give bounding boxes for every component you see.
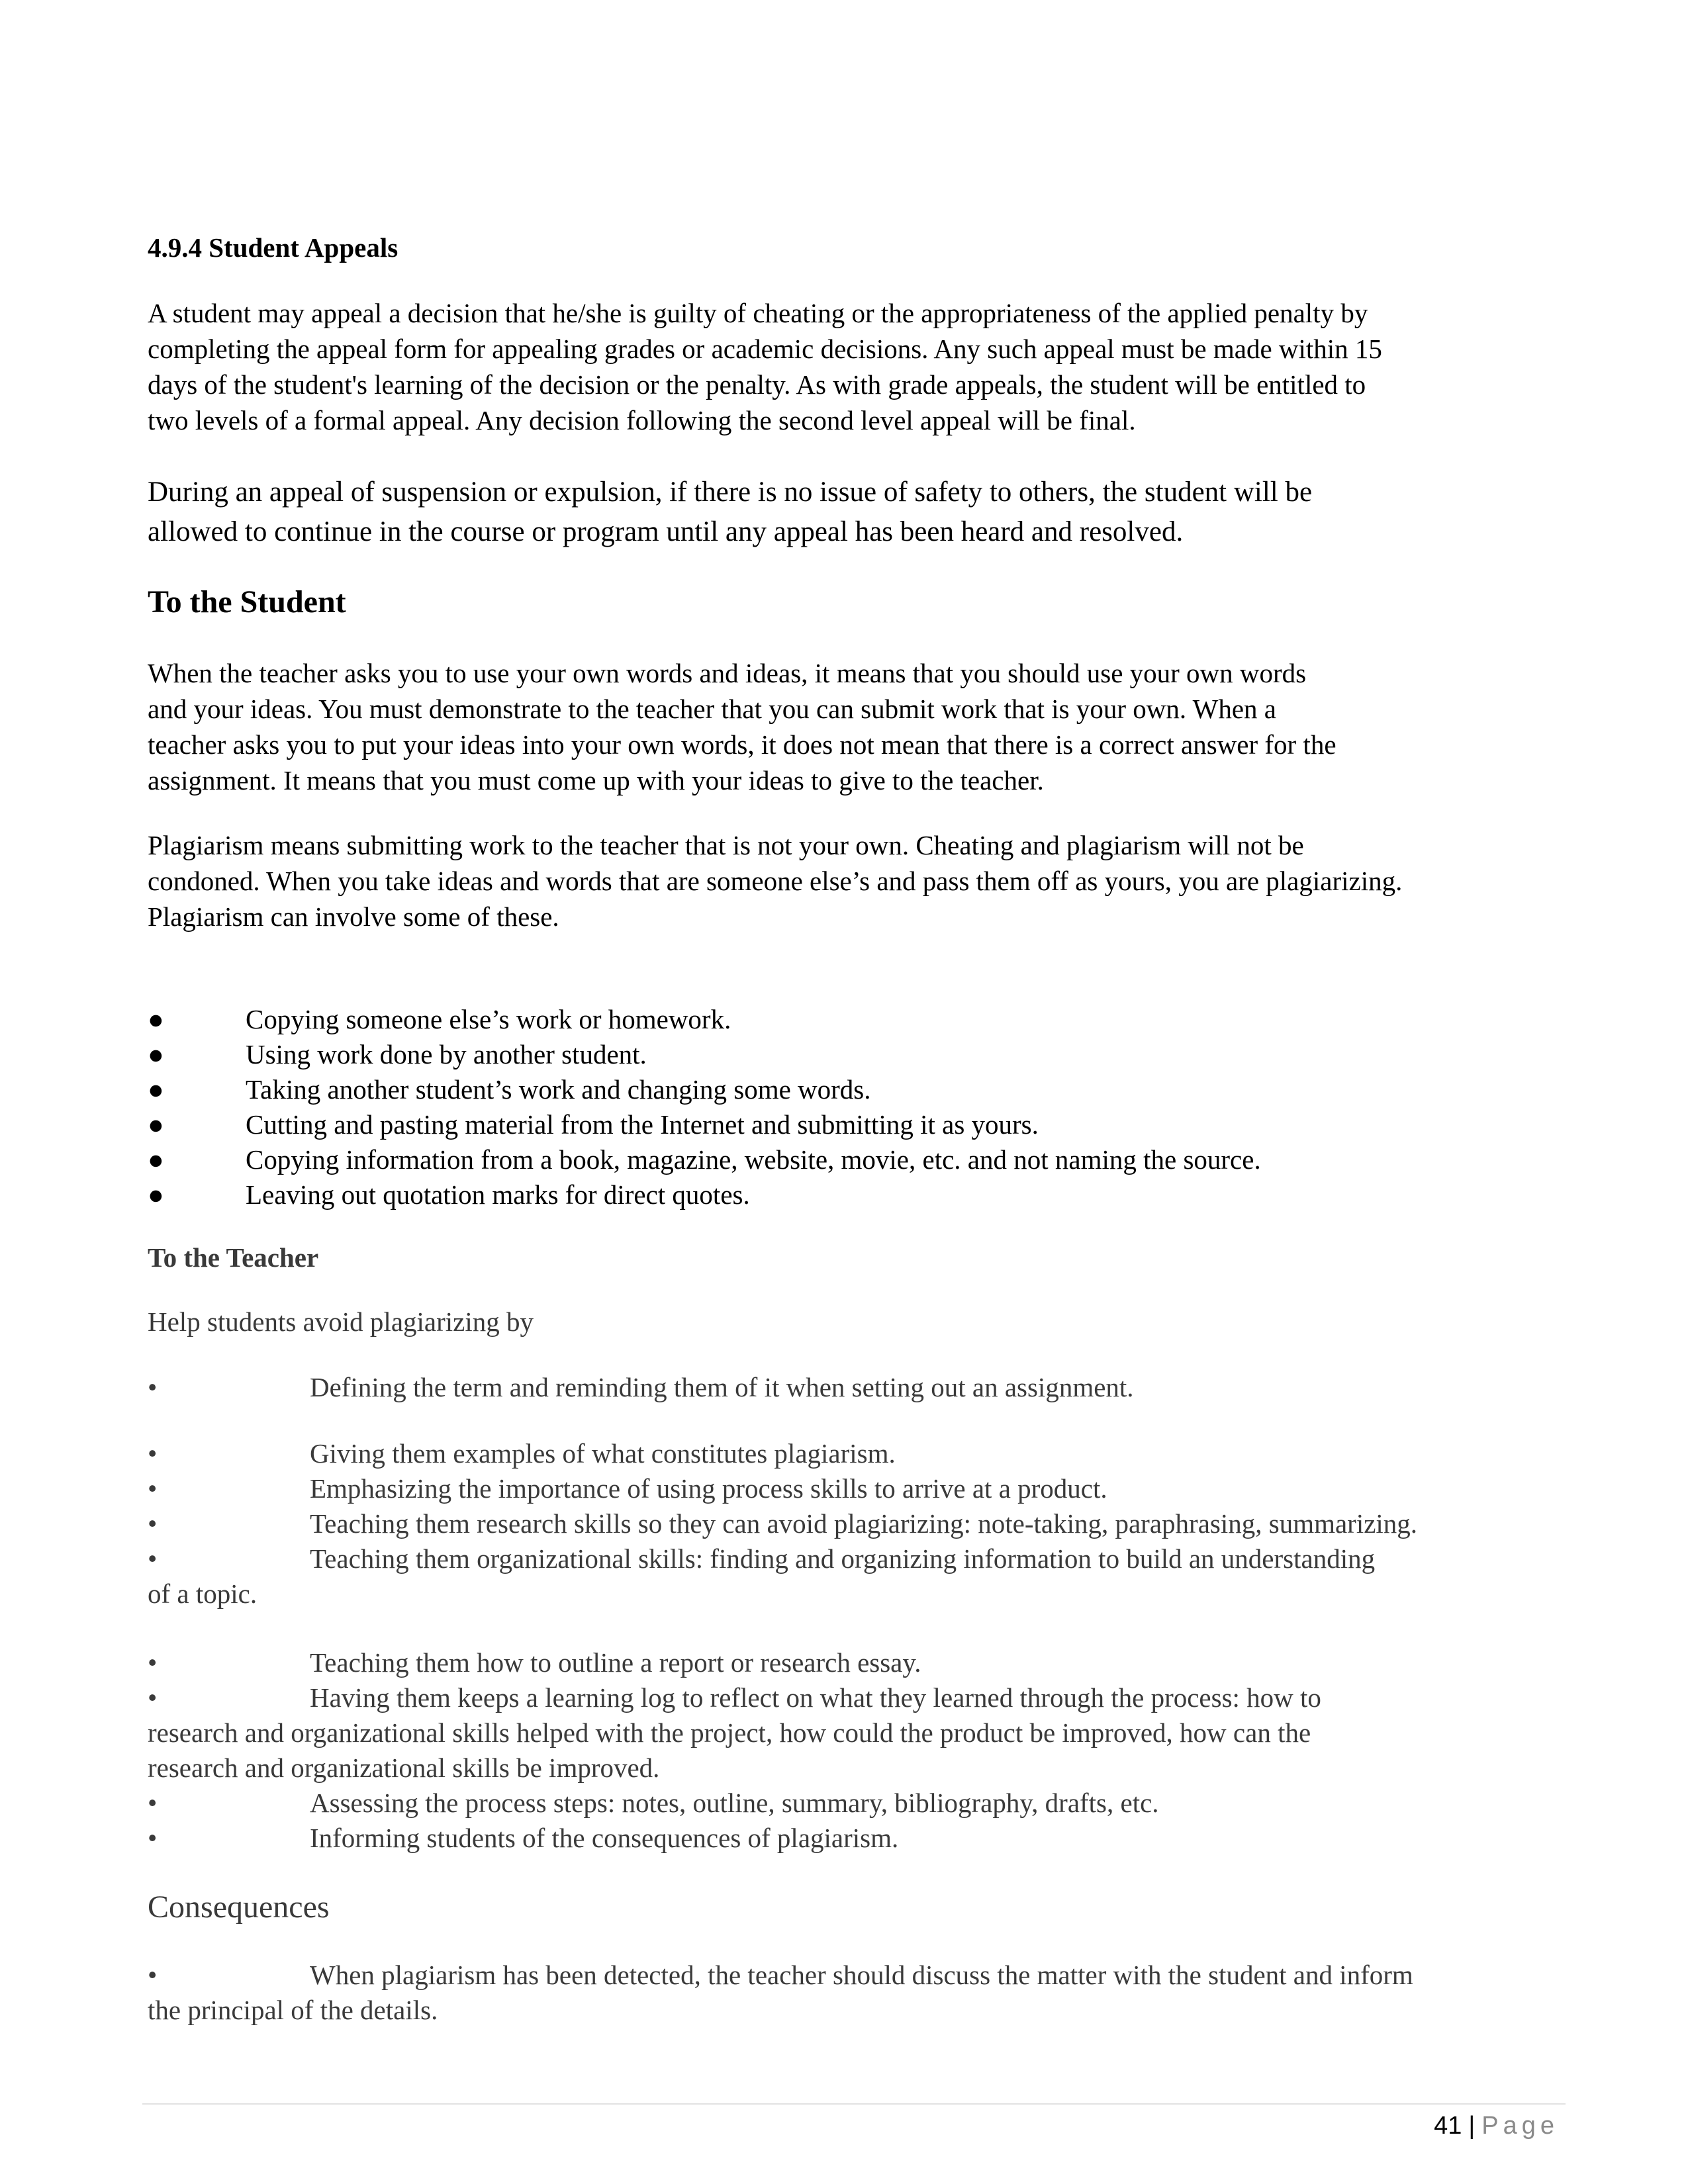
text-line: Plagiarism means submitting work to the teacher that is not your own. Cheating and plagiarism will not be: [148, 830, 1304, 860]
bullet-icon: ●: [148, 1004, 164, 1034]
list-item-text: Using work done by another student.: [246, 1039, 647, 1069]
teacher-tip-item: [148, 1786, 1558, 1821]
list-item-text: research and organizational skills be improved.: [148, 1752, 660, 1783]
list-item-text: of a topic.: [148, 1578, 258, 1609]
text-line: teacher asks you to put your ideas into your own words, it does not mean that there is a correct answer for the: [148, 729, 1336, 760]
list-item-text: the principal of the details.: [148, 1995, 438, 2025]
list-item-text: Copying information from a book, magazine, website, movie, etc. and not naming the source.: [246, 1144, 1261, 1175]
text-line: A student may appeal a decision that he/she is guilty of cheating or the appropriateness of the applied penalty by: [148, 298, 1368, 328]
bullet-icon: ●: [148, 1179, 164, 1210]
student-paragraph-1: [148, 655, 1558, 798]
student-paragraph-2: [148, 827, 1558, 934]
teacher-tip-item: [148, 1680, 1558, 1786]
bullet-icon: •: [148, 1823, 158, 1853]
bullet-icon: •: [148, 1543, 158, 1574]
footer-divider: [142, 2103, 1566, 2105]
list-item-text: Cutting and pasting material from the Internet and submitting it as yours.: [246, 1109, 1039, 1140]
list-item-text: Giving them examples of what constitutes plagiarism.: [310, 1438, 896, 1469]
text-line: and your ideas. You must demonstrate to the teacher that you can submit work that is your own. When a: [148, 694, 1276, 724]
section-heading-student-appeals: 4.9.4 Student Appeals: [148, 232, 399, 263]
teacher-tip-item: [148, 1471, 1558, 1506]
appeals-paragraph-1: [148, 295, 1558, 438]
list-item-text: Defining the term and reminding them of it when setting out an assignment.: [310, 1372, 1134, 1402]
text-line: During an appeal of suspension or expulsion, if there is no issue of safety to others, the student will be: [148, 477, 1313, 508]
list-item-text: Assessing the process steps: notes, outline, summary, bibliography, drafts, etc.: [310, 1788, 1159, 1818]
text-line: condoned. When you take ideas and words that are someone else’s and pass them off as yours, you are plagiarizing.: [148, 866, 1403, 896]
bullet-icon: ●: [148, 1144, 164, 1175]
bullet-icon: •: [148, 1682, 158, 1713]
bullet-icon: ●: [148, 1074, 164, 1105]
teacher-tip-item: [148, 1370, 1558, 1405]
list-item-text: Emphasizing the importance of using process skills to arrive at a product.: [310, 1473, 1107, 1504]
list-item-text: Leaving out quotation marks for direct quotes.: [246, 1179, 750, 1210]
section-heading-to-the-student: To the Student: [148, 584, 346, 619]
teacher-tip-item: [148, 1541, 1558, 1612]
section-heading-to-the-teacher: To the Teacher: [148, 1242, 319, 1273]
bullet-icon: ●: [148, 1039, 164, 1069]
list-item-text: research and organizational skills helped with the project, how could the product be improved, how can the: [148, 1717, 1311, 1748]
list-item: [148, 1107, 1558, 1142]
list-item: [148, 1072, 1558, 1107]
list-item-text: Teaching them how to outline a report or research essay.: [310, 1647, 921, 1678]
section-heading-consequences: Consequences: [148, 1889, 330, 1925]
bullet-icon: •: [148, 1372, 158, 1402]
appeals-paragraph-2: [148, 473, 1558, 552]
list-item-text: Having them keeps a learning log to reflect on what they learned through the process: how to: [310, 1682, 1321, 1713]
bullet-icon: •: [148, 1960, 158, 1990]
bullet-icon: •: [148, 1508, 158, 1539]
list-item: [148, 1177, 1558, 1212]
page-footer: [1434, 2110, 1559, 2142]
teacher-intro: Help students avoid plagiarizing by: [148, 1306, 534, 1337]
teacher-tip-item: [148, 1645, 1558, 1680]
teacher-tip-item: [148, 1821, 1558, 1856]
bullet-icon: •: [148, 1647, 158, 1678]
text-line: Plagiarism can involve some of these.: [148, 901, 559, 932]
page-label: Page: [1481, 2112, 1559, 2140]
text-line: assignment. It means that you must come up with your ideas to give to the teacher.: [148, 765, 1044, 796]
text-line: allowed to continue in the course or program until any appeal has been heard and resolved.: [148, 516, 1184, 547]
page-number: 41: [1434, 2112, 1462, 2140]
list-item: [148, 1002, 1558, 1037]
bullet-icon: •: [148, 1788, 158, 1818]
plagiarism-examples-list: [148, 1002, 1558, 1212]
bullet-icon: ●: [148, 1109, 164, 1140]
text-line: days of the student's learning of the decision or the penalty. As with grade appeals, the student will be entitled to: [148, 369, 1366, 400]
text-line: two levels of a formal appeal. Any decision following the second level appeal will be final.: [148, 405, 1136, 435]
list-item-text: Teaching them organizational skills: finding and organizing information to build an understanding: [310, 1543, 1376, 1574]
list-item-text: When plagiarism has been detected, the teacher should discuss the matter with the student and inform: [310, 1960, 1413, 1990]
list-item: [148, 1037, 1558, 1072]
text-line: When the teacher asks you to use your own words and ideas, it means that you should use your own words: [148, 658, 1307, 688]
text-line: completing the appeal form for appealing grades or academic decisions. Any such appeal must be made within 15: [148, 334, 1382, 364]
bullet-icon: •: [148, 1438, 158, 1469]
teacher-tip-item: [148, 1436, 1558, 1471]
consequences-item: [148, 1958, 1558, 2028]
bullet-icon: •: [148, 1473, 158, 1504]
footer-separator: |: [1468, 2112, 1476, 2140]
list-item-text: Teaching them research skills so they can avoid plagiarizing: note-taking, paraphrasing, summarizing.: [310, 1508, 1418, 1539]
teacher-tip-item: [148, 1506, 1558, 1541]
list-item: [148, 1142, 1558, 1177]
list-item-text: Copying someone else’s work or homework.: [246, 1004, 731, 1034]
list-item-text: Taking another student’s work and changing some words.: [246, 1074, 871, 1105]
list-item-text: Informing students of the consequences of plagiarism.: [310, 1823, 899, 1853]
